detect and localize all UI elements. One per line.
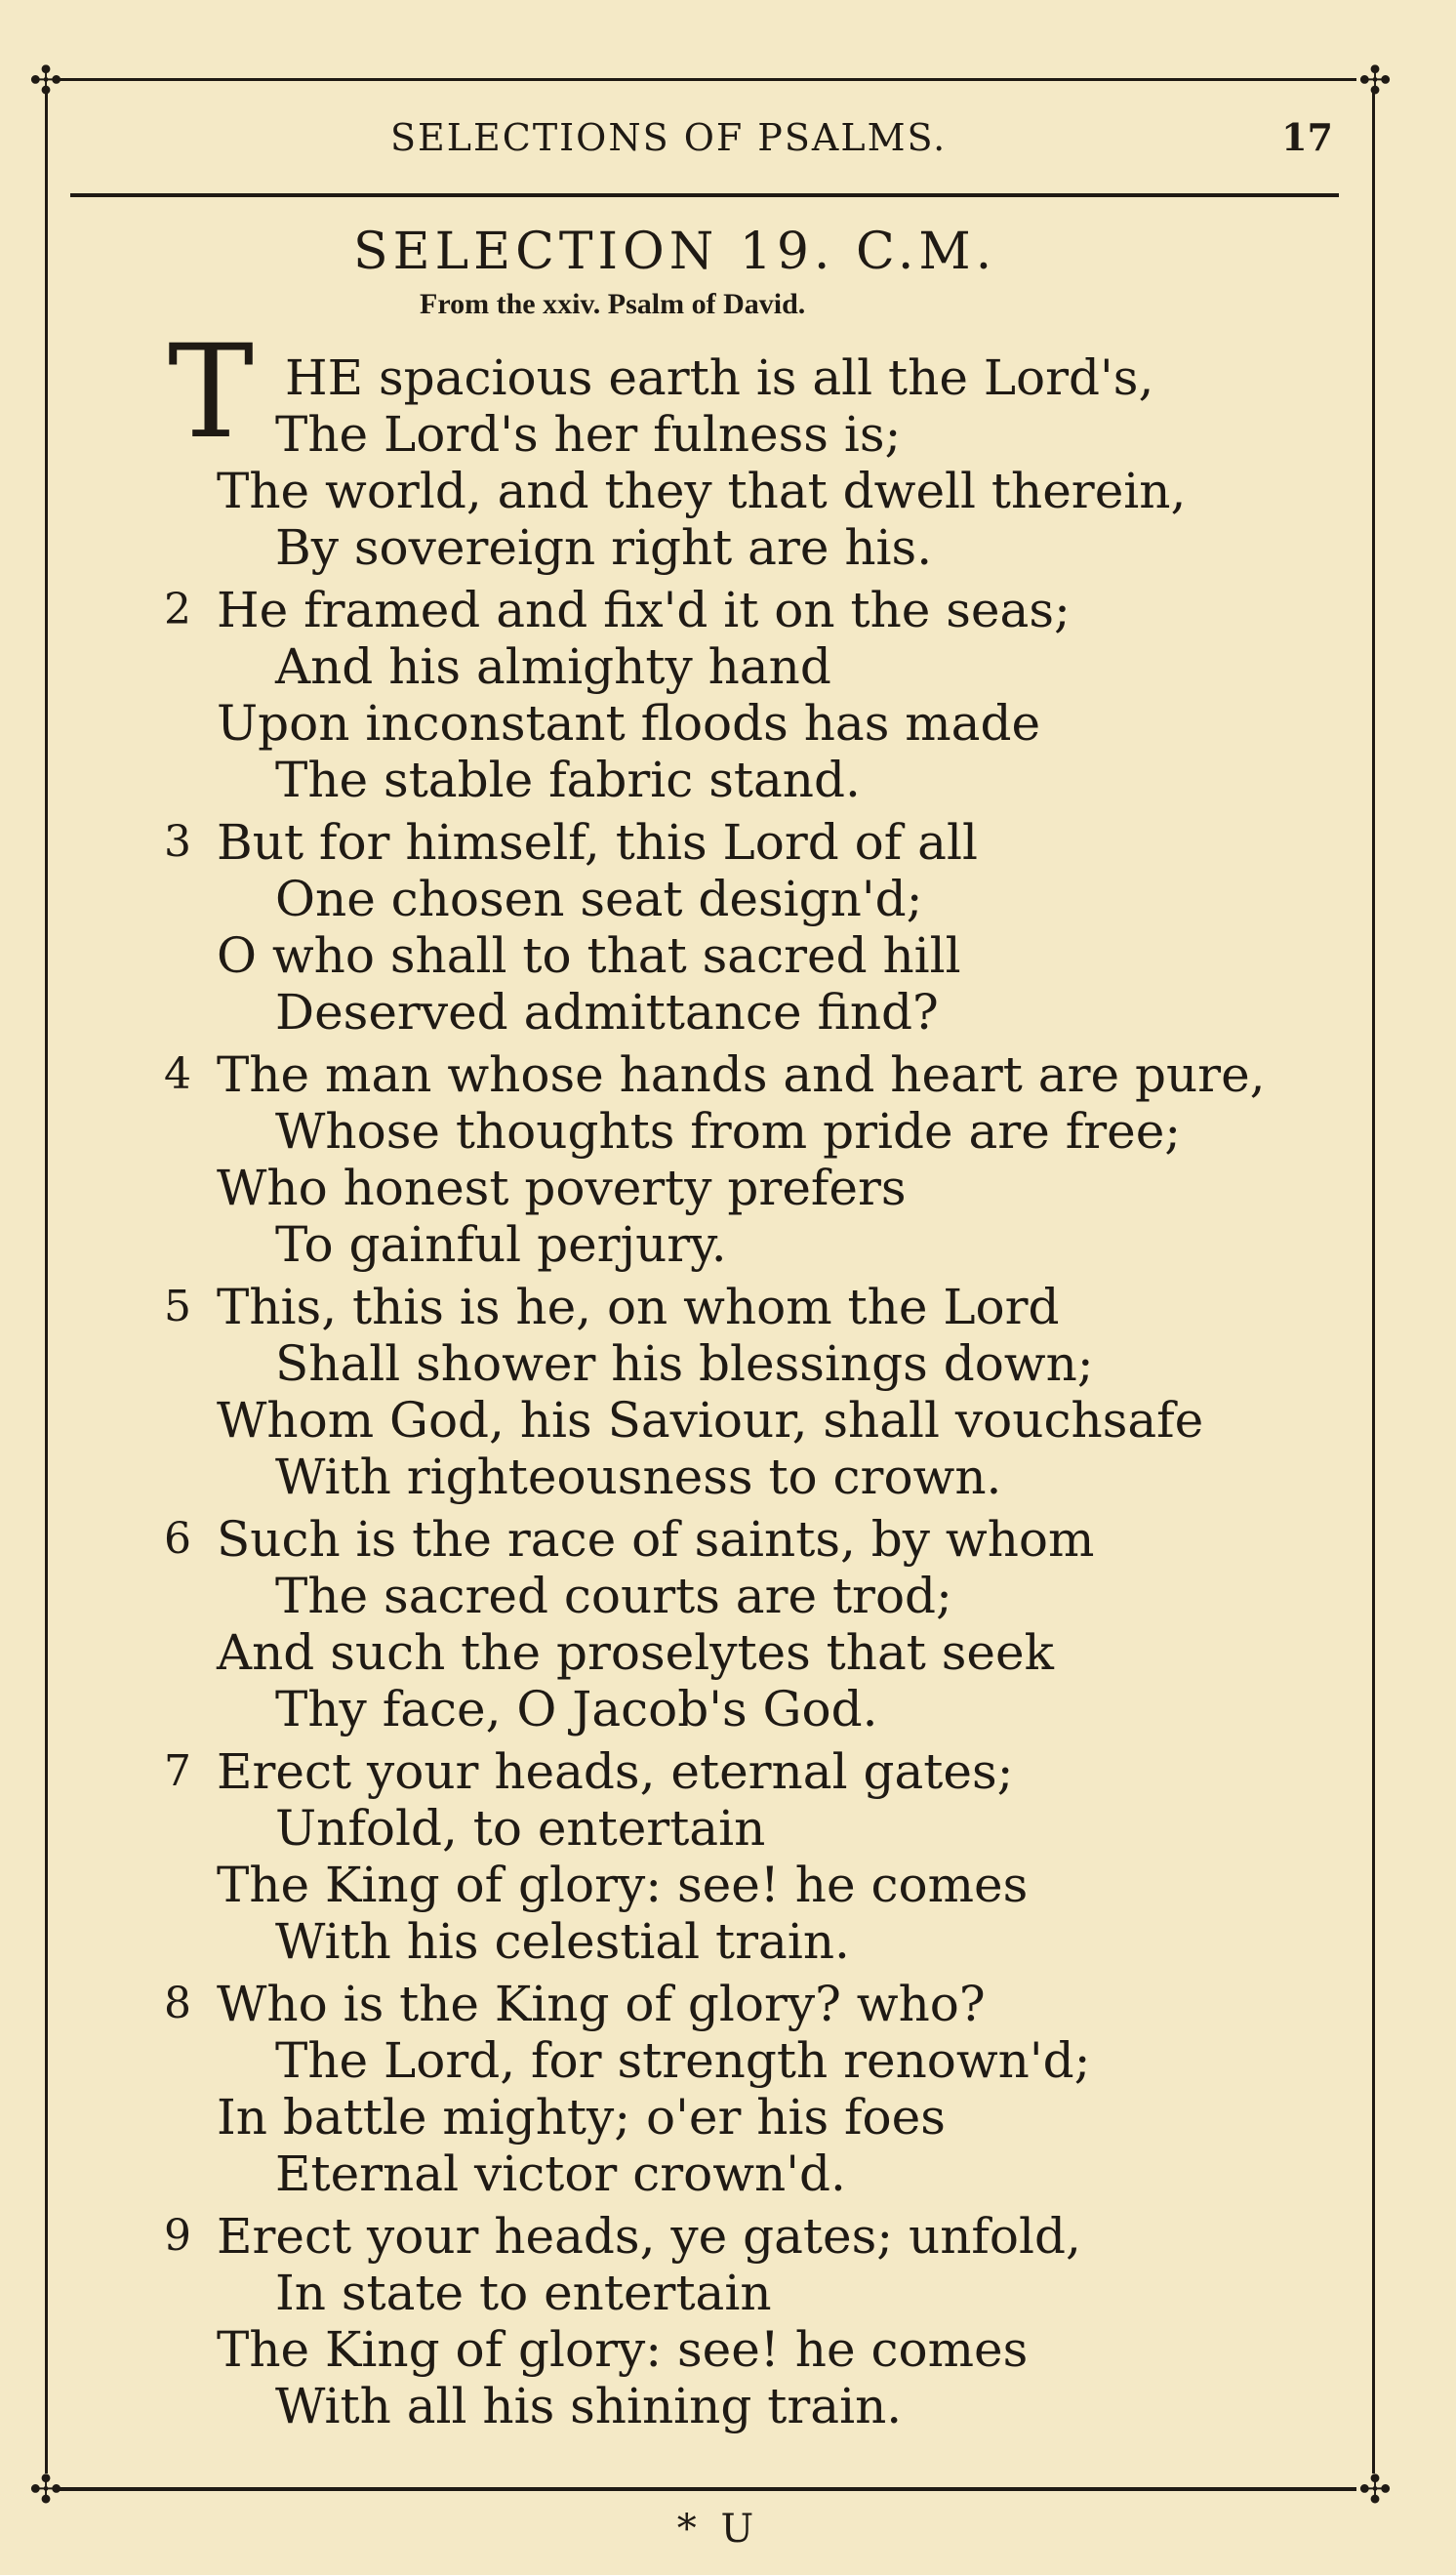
verse-line: Shall shower his blessings down; bbox=[275, 1335, 1094, 1392]
verse-line: This, this is he, on whom the Lord bbox=[217, 1279, 1060, 1335]
verse-line: O who shall to that sacred hill bbox=[217, 927, 961, 984]
verse-line: Erect your heads, eternal gates; bbox=[217, 1743, 1014, 1800]
verse-line: The King of glory: see! he comes bbox=[217, 1857, 1029, 1913]
verse-number: 6 bbox=[164, 1514, 191, 1564]
verse-number: 8 bbox=[164, 1979, 191, 2028]
verse-number: 2 bbox=[164, 585, 191, 634]
verse-line: One chosen seat design'd; bbox=[275, 871, 923, 927]
verse-line: By sovereign right are his. bbox=[275, 519, 933, 576]
verse-line: Such is the race of saints, by whom bbox=[217, 1511, 1095, 1568]
verse-line: Thy face, O Jacob's God. bbox=[275, 1681, 878, 1737]
verse-number: 9 bbox=[164, 2211, 191, 2261]
corner-ornament-icon: ✣ bbox=[1358, 59, 1392, 103]
verse-line: Whose thoughts from pride are free; bbox=[275, 1103, 1182, 1160]
corner-ornament-icon: ✣ bbox=[1358, 2468, 1392, 2513]
left-border-rule bbox=[45, 92, 48, 2473]
verse-line: Deserved admittance find? bbox=[275, 984, 939, 1041]
page-number: 17 bbox=[1281, 115, 1333, 159]
verse-number: 3 bbox=[164, 817, 191, 867]
verse-line: The Lord, for strength renown'd; bbox=[275, 2032, 1091, 2089]
printer-signature: * U bbox=[676, 2507, 760, 2552]
running-head: SELECTIONS OF PSALMS. bbox=[390, 116, 948, 159]
verse-line: In battle mighty; o'er his foes bbox=[217, 2089, 946, 2146]
verse-number: 7 bbox=[164, 1746, 191, 1796]
corner-ornament-icon: ✣ bbox=[29, 59, 62, 103]
verse-line: The man whose hands and heart are pure, bbox=[217, 1046, 1266, 1103]
verse-line: To gainful perjury. bbox=[275, 1216, 727, 1273]
verse-line: The world, and they that dwell therein, bbox=[217, 463, 1187, 519]
drop-cap: T bbox=[168, 317, 255, 468]
verse-line: The sacred courts are trod; bbox=[275, 1568, 952, 1624]
corner-ornament-icon: ✣ bbox=[29, 2468, 62, 2513]
verse-line: With his celestial train. bbox=[275, 1913, 850, 1970]
verse-line: HE spacious earth is all the Lord's, bbox=[285, 349, 1154, 406]
verse-line: But for himself, this Lord of all bbox=[217, 814, 978, 871]
verse-line: With righteousness to crown. bbox=[275, 1449, 1002, 1505]
selection-title: SELECTION 19. C.M. bbox=[353, 223, 997, 281]
verse-line: With all his shining train. bbox=[275, 2378, 903, 2434]
verse-line: Unfold, to entertain bbox=[275, 1800, 766, 1857]
verse-line: The Lord's her fulness is; bbox=[275, 406, 902, 463]
verse-line: And his almighty hand bbox=[275, 638, 831, 695]
verse-number: 5 bbox=[164, 1282, 191, 1331]
verse-line: The stable fabric stand. bbox=[275, 752, 861, 808]
verse-number: 4 bbox=[164, 1049, 191, 1099]
verse-line: Upon inconstant floods has made bbox=[217, 695, 1041, 752]
top-border-rule bbox=[59, 78, 1356, 81]
verse-line: Who is the King of glory? who? bbox=[217, 1976, 986, 2032]
verse-line: Eternal victor crown'd. bbox=[275, 2146, 846, 2202]
verse-line: He framed and fix'd it on the seas; bbox=[217, 582, 1071, 638]
selection-subtitle: From the xxiv. Psalm of David. bbox=[420, 288, 806, 320]
verse-line: Whom God, his Saviour, shall vouchsafe bbox=[217, 1392, 1204, 1449]
header-rule bbox=[70, 193, 1339, 197]
verse-line: Erect your heads, ye gates; unfold, bbox=[217, 2208, 1081, 2265]
verse-line: The King of glory: see! he comes bbox=[217, 2321, 1029, 2378]
verse-line: Who honest poverty prefers bbox=[217, 1160, 907, 1216]
right-border-rule bbox=[1372, 92, 1375, 2473]
verse-line: In state to entertain bbox=[275, 2265, 772, 2321]
bottom-border-rule bbox=[59, 2487, 1356, 2491]
verse-line: And such the proselytes that seek bbox=[217, 1624, 1054, 1681]
